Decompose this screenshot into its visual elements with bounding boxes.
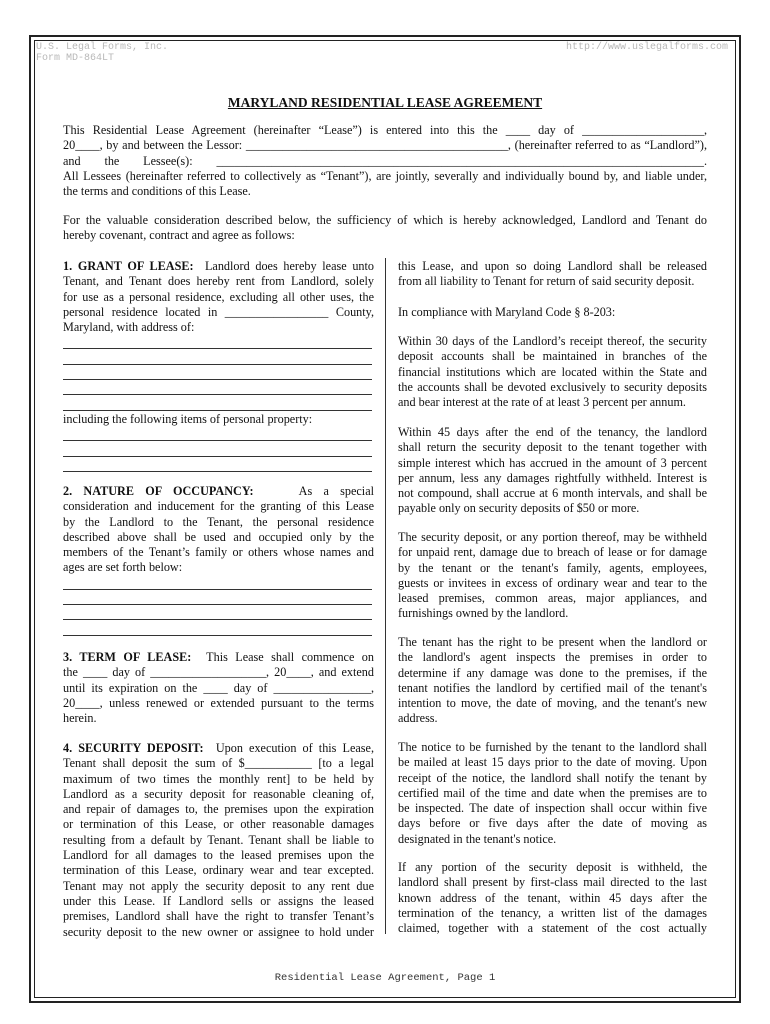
address-line[interactable] xyxy=(63,335,372,349)
section-heading: 2. NATURE OF OCCUPANCY: xyxy=(63,484,254,498)
right-para-30-days: Within 30 days of the Landlord’s receipt thereof, the security deposit accounts shall be maintained in branches of the financial institutions which are located within the State and the accounts shall be devoted exclusively to security deposits and bear interest at the rate of at least 3 percent per annum. xyxy=(398,334,707,410)
consideration-paragraph: For the valuable consideration described below, the sufficiency of which is hereby acknowledged, Landlord and Tenant do hereby covenant, contract and agree as follows: xyxy=(63,213,707,243)
section-nature-of-occupancy: 2. NATURE OF OCCUPANCY: As a special consideration and inducement for the granting of this Lease by the Landlord to the Tenant, the personal residence described above shall be used and occupied only by the members of the Tenant’s family or others whose names and ages are set forth below: xyxy=(63,484,374,637)
form-id: Form MD-864LT xyxy=(36,53,115,64)
occupant-line[interactable] xyxy=(63,576,372,590)
section-heading: 1. GRANT OF LEASE: xyxy=(63,259,194,273)
section-heading: 4. SECURITY DEPOSIT: xyxy=(63,741,204,755)
property-line[interactable] xyxy=(63,458,372,472)
section-grant-of-lease: 1. GRANT OF LEASE: Landlord does hereby lease unto Tenant, and Tenant does hereby rent from Landlord, solely for use as a personal residence, excluding all other uses, the personal residence located in _________________ County, Maryland, with address of: including the following items of personal property: xyxy=(63,259,374,473)
right-para-45-days: Within 45 days after the end of the tenancy, the landlord shall return the security deposit to the tenant together with simple interest which has accrued in the amount of 3 percent per annum, less any damages rightfully withheld. Interest is not compound, shall accrue at 6 month intervals, and shall be payable only on security deposits of $50 or more. xyxy=(398,425,707,516)
right-para-withheld: The security deposit, or any portion thereof, may be withheld for unpaid rent, damage due to breach of lease or for damage by the tenant or the tenant's family, agents, employees, guests or invitees in excess of ordinary wear and tear to the leased premises, common areas, major appliances, and furnishings owned by the landlord. xyxy=(398,530,707,621)
document-title: MARYLAND RESIDENTIAL LEASE AGREEMENT xyxy=(227,95,543,110)
intro-paragraph: This Residential Lease Agreement (hereinafter “Lease”) is entered into this the ____ day of ____________________, 20____, by and between the Lessor: ___________________________________________, (hereinafter referred to as “Landlord”), and the Lessee(s): ________________________________________________________________________________. All Lessees (hereinafter referred to collectively as “Tenant”), are jointly, severally and individually bound by, and liable under, the terms and conditions of this Lease. xyxy=(63,123,707,199)
occupant-line[interactable] xyxy=(63,591,372,605)
section-term-of-lease: 3. TERM OF LEASE: This Lease shall commence on the ____ day of ___________________, 20____, and extend until its expiration on the ____ day of ________________, 20____, unless renewed or extended pursuant to the terms herein. xyxy=(63,650,374,726)
section-heading: 3. TERM OF LEASE: xyxy=(63,650,192,664)
right-para-damages-list: If any portion of the security deposit is withheld, the landlord shall present by first-class mail directed to the last known address of the tenant, within 45 days after the termination of the tenancy, a written list of the damages claimed, together with a statement of the cost actually xyxy=(398,860,707,936)
header-url: http://www.uslegalforms.com xyxy=(565,42,728,53)
column-divider xyxy=(385,258,386,934)
address-line[interactable] xyxy=(63,351,372,365)
header-left xyxy=(36,42,168,64)
property-line[interactable] xyxy=(63,427,372,441)
occupant-line[interactable] xyxy=(63,606,372,620)
property-line[interactable] xyxy=(63,443,372,457)
section-security-deposit: 4. SECURITY DEPOSIT: Upon execution of this Lease, Tenant shall deposit the sum of $___________ [to a legal maximum of two times the monthly rent] to be held by Landlord as a security deposit for reasonable cleaning of, and repair of damages to, the premises upon the expiration or termination of this Lease, or other reasonable damages resulting from a default by Tenant. Tenant shall be liable to Landlord for all damages to the leased premises upon the termination of this Lease, ordinary wear and tear excepted. Tenant may not apply the security deposit to any rent due under this Lease. If Landlord sells or assigns the leased premises, Landlord shall have the right to transfer Tenant’s security deposit to the new owner or assignee to hold under xyxy=(63,741,374,939)
address-line[interactable] xyxy=(63,366,372,380)
right-para-inspection-right: The tenant has the right to be present when the landlord or the landlord's agent inspects the premises in order to determine if any damage was done to the premises, if the tenant notifies the landlord by certified mail of the tenant's intention to move, the date of moving, and the tenant's new address. xyxy=(398,635,707,726)
address-line[interactable] xyxy=(63,381,372,395)
right-para-release: this Lease, and upon so doing Landlord shall be released from all liability to Tenant for return of said security deposit. xyxy=(398,259,707,289)
page-footer: Residential Lease Agreement, Page 1 xyxy=(274,972,496,984)
right-para-md-code: In compliance with Maryland Code § 8-203: xyxy=(398,305,616,319)
right-para-notice: The notice to be furnished by the tenant to the landlord shall be mailed at least 15 days prior to the date of moving. Upon receipt of the notice, the landlord shall notify the tenant by certified mail of the time and date when the premises are to be inspected. The date of inspection shall occur within five days before or five days after the date of moving as designated in the tenant's notice. xyxy=(398,740,707,846)
company-name: U.S. Legal Forms, Inc. xyxy=(36,42,169,53)
occupant-line[interactable] xyxy=(63,622,372,636)
address-line[interactable] xyxy=(63,397,372,411)
